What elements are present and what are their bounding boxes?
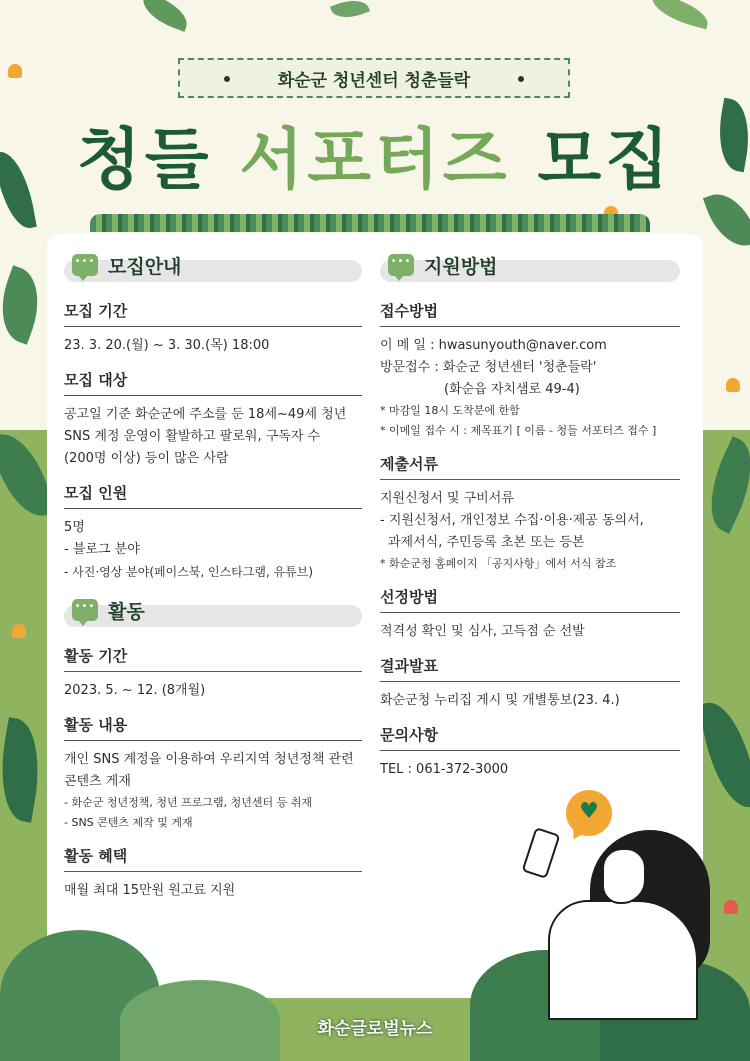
decor-flower: [8, 64, 22, 78]
item-line: 과제서식, 주민등록 초본 또는 등본: [388, 535, 585, 550]
chat-bubble-icon: •••: [388, 254, 414, 276]
recruit-headcount: [64, 482, 362, 583]
grass-divider: [90, 214, 650, 232]
org-name: 화순군 청년센터 청춘들락: [277, 70, 471, 91]
item-title: 선정방법: [380, 586, 680, 613]
chat-bubble-icon: •••: [72, 254, 98, 276]
reception-method: [380, 300, 680, 441]
item-value: 적격성 확인 및 심사, 고득점 순 선발: [380, 624, 585, 639]
decor-flower: [12, 624, 26, 638]
item-value: 2023. 5. ~ 12. (8개월): [64, 683, 206, 698]
email-line: 이 메 일 : hwasunyouth@naver.com: [380, 338, 607, 353]
contact-phone: TEL : 061-372-3000: [380, 762, 509, 777]
activity-content: [64, 714, 362, 833]
activity-period: [64, 645, 362, 702]
recruit-period: [64, 300, 362, 357]
item-line: 콘텐츠 게재: [64, 774, 131, 789]
item-note: * 화순군청 홈페이지 「공지사항」에서 서식 참조: [380, 557, 617, 570]
item-title: 제출서류: [380, 453, 680, 480]
section-title: 모집안내: [108, 256, 182, 278]
section-header-apply: [380, 256, 680, 282]
item-line: 지원신청서 및 구비서류: [380, 491, 514, 506]
section-title: 지원방법: [424, 256, 498, 278]
footer-brand: 화순글로벌뉴스: [317, 1019, 433, 1039]
contact: [380, 724, 680, 781]
item-line: SNS 계정 운영이 활발하고 팔로워, 구독자 수: [64, 429, 321, 444]
page-title: [0, 110, 750, 210]
person-body: [548, 900, 698, 1020]
item-title: 모집 기간: [64, 300, 362, 327]
item-title: 활동 기간: [64, 645, 362, 672]
selection-method: [380, 586, 680, 643]
item-line: 공고일 기준 화순군에 주소를 둔 18세~49세 청년: [64, 407, 347, 422]
banner-dot-right: [518, 76, 524, 82]
item-title: 활동 내용: [64, 714, 362, 741]
item-value: 23. 3. 20.(월) ~ 3. 30.(목) 18:00: [64, 338, 270, 353]
item-title: 활동 혜택: [64, 845, 362, 872]
item-line: 개인 SNS 계정을 이용하여 우리지역 청년정책 관련: [64, 752, 354, 767]
decor-leaf: [330, 0, 370, 24]
item-line: - 지원신청서, 개인정보 수집·이용·제공 동의서,: [380, 513, 644, 528]
item-note: * 마감일 18시 도착분에 한함: [380, 404, 520, 417]
item-title: 접수방법: [380, 300, 680, 327]
item-line: 5명: [64, 520, 85, 535]
item-title: 문의사항: [380, 724, 680, 751]
title-part-2: 서포터즈: [239, 121, 511, 198]
result-announcement: [380, 655, 680, 712]
right-column: [380, 256, 680, 793]
section-header-recruit: [64, 256, 362, 282]
title-part-3: 모집: [537, 121, 674, 198]
heart-bubble: [566, 790, 612, 836]
decor-flower: [726, 378, 740, 392]
item-value: 화순군청 누리집 게시 및 개별통보(23. 4.): [380, 693, 620, 708]
decor-leaf: [0, 265, 51, 344]
item-line: - 블로그 분야: [64, 542, 140, 557]
activity-benefit: [64, 845, 362, 902]
item-value: 매월 최대 15만원 원고료 지원: [64, 883, 236, 898]
decor-flower: [724, 900, 738, 914]
left-column: [64, 256, 362, 914]
item-note: - 화순군 청년정책, 청년 프로그램, 청년센터 등 취재: [64, 796, 312, 809]
item-title: 모집 대상: [64, 369, 362, 396]
item-title: 모집 인원: [64, 482, 362, 509]
heart-icon: ♥: [579, 799, 599, 824]
chat-bubble-icon: •••: [72, 599, 98, 621]
banner-dot-left: [224, 76, 230, 82]
item-title: 결과발표: [380, 655, 680, 682]
item-line: - 사진·영상 분야(페이스북, 인스타그램, 유튜브): [64, 565, 314, 579]
documents: [380, 453, 680, 574]
item-note: * 이메일 접수 시 : 제목표기 [ 이름 - 청들 서포터즈 접수 ]: [380, 424, 657, 437]
decor-leaf: [648, 0, 712, 29]
title-part-1: 청들: [76, 121, 213, 198]
visit-line: 방문접수 : 화순군 청년센터 '청춘들락': [380, 360, 597, 375]
section-header-activity: [64, 601, 362, 627]
visit-address: (화순읍 자치샘로 49-4): [444, 382, 580, 397]
item-line: (200명 이상) 등이 많은 사람: [64, 451, 229, 466]
item-note: - SNS 콘텐츠 제작 및 게재: [64, 816, 193, 829]
decor-leaf: [137, 0, 192, 32]
org-banner: [178, 58, 570, 98]
person-face: [602, 848, 646, 904]
recruit-target: [64, 369, 362, 470]
section-title: 활동: [108, 601, 145, 623]
